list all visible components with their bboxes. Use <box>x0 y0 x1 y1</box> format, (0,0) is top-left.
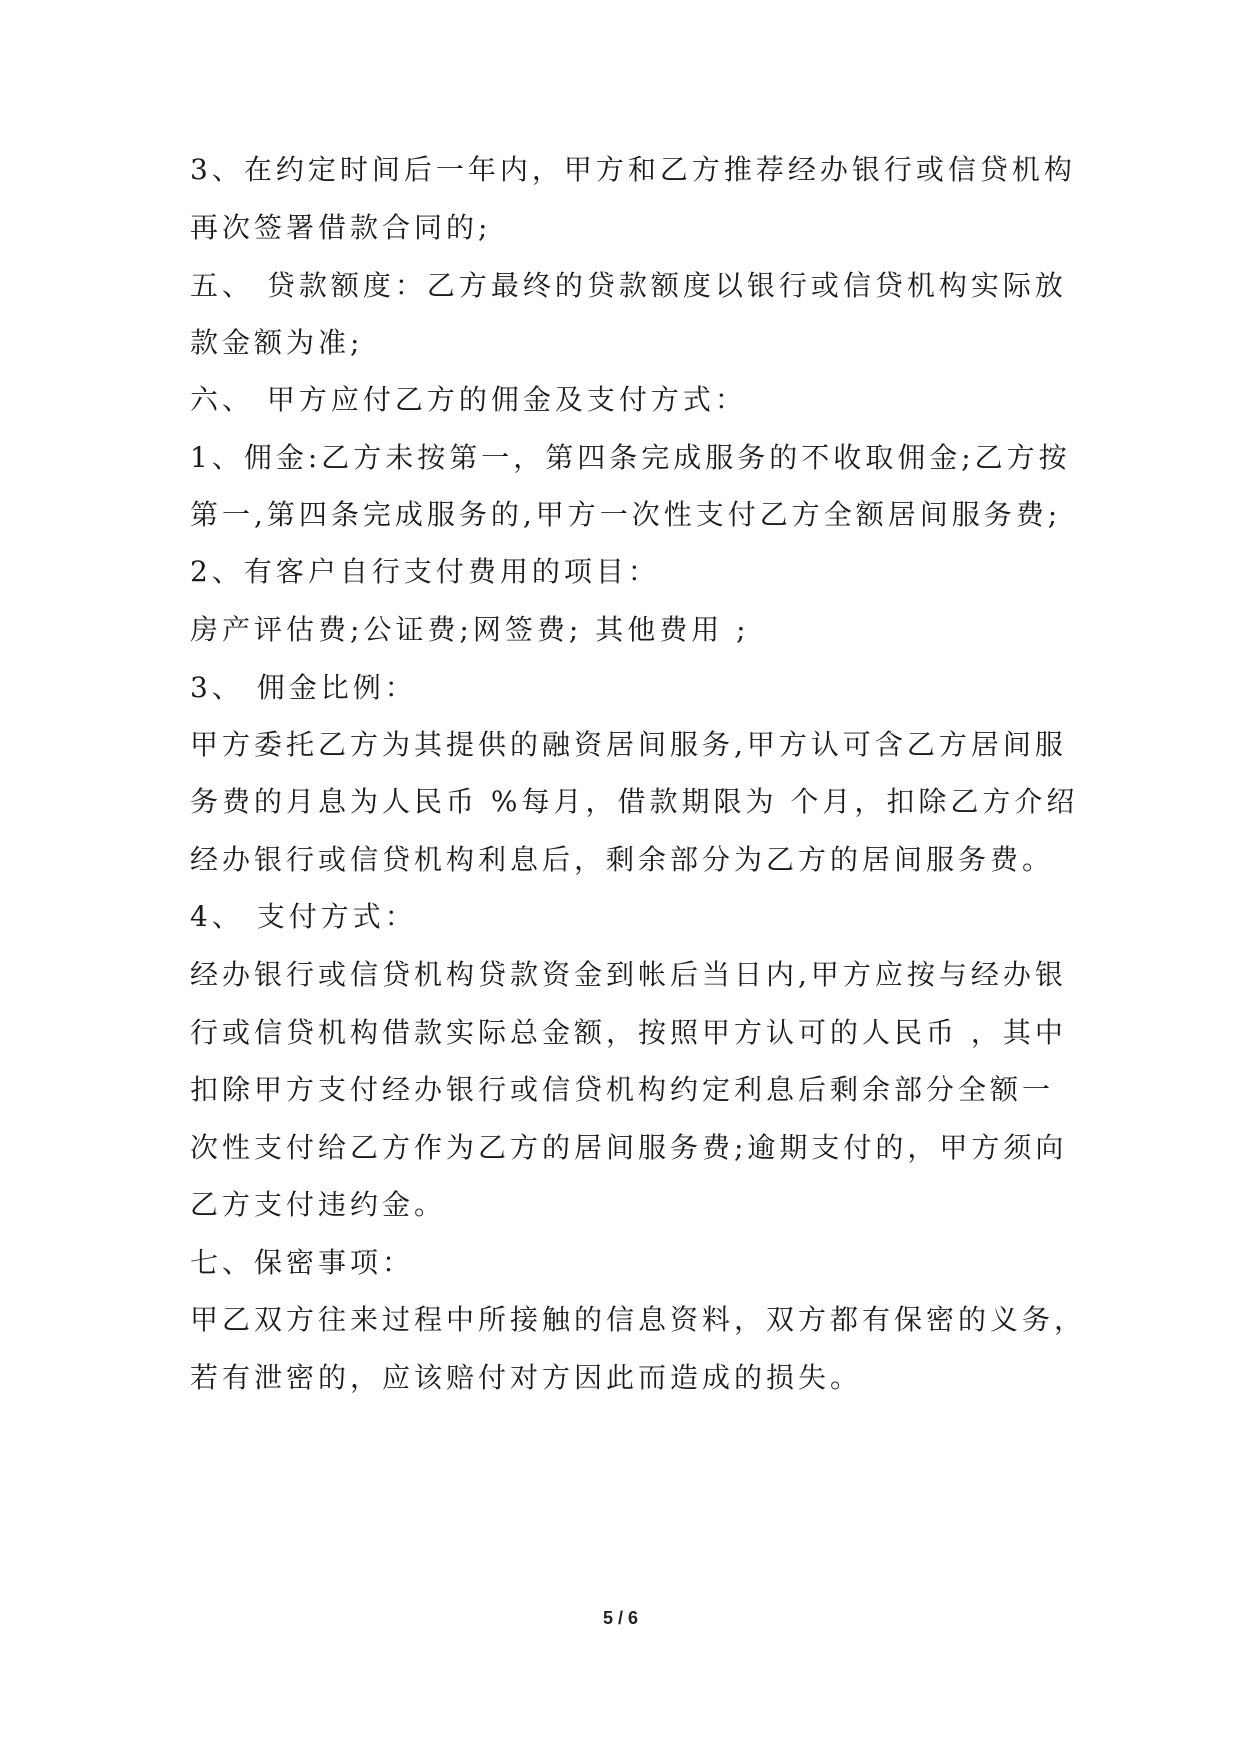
text-line: 3、在约定时间后一年内，甲方和乙方推荐经办银行或信贷机构 <box>190 153 1076 186</box>
text-line: 甲乙双方往来过程中所接触的信息资料，双方都有保密的义务， <box>190 1303 1087 1336</box>
text-line: 扣除甲方支付经办银行或信贷机构约定利息后剩余部分全额一 <box>190 1073 1055 1106</box>
section-heading: 六、 甲方应付乙方的佣金及支付方式： <box>190 383 747 416</box>
text-line: 4、 支付方式： <box>190 900 417 933</box>
text-line: 行或信贷机构借款实际总金额，按照甲方认可的人民币 ，其中 <box>190 1016 1067 1049</box>
text-line: 务费的月息为人民币 %每月，借款期限为 个月，扣除乙方介绍 <box>190 785 1079 818</box>
text-line: 次性支付给乙方作为乙方的居间服务费;逾期支付的，甲方须向 <box>190 1131 1068 1164</box>
text-line: 甲方委托乙方为其提供的融资居间服务,甲方认可含乙方居间服 <box>190 728 1067 761</box>
text-line: 若有泄密的，应该赔付对方因此而造成的损失。 <box>190 1361 863 1394</box>
text-line: 乙方支付违约金。 <box>190 1188 447 1221</box>
section-heading: 七、保密事项： <box>190 1246 415 1279</box>
text-line: 经办银行或信贷机构贷款资金到帐后当日内,甲方应按与经办银 <box>190 958 1067 991</box>
text-line: 再次签署借款合同的; <box>190 211 492 244</box>
text-line: 1、佣金:乙方未按第一，第四条完成服务的不收取佣金;乙方按 <box>190 441 1071 474</box>
text-line: 房产评估费;公证费;网签费; 其他费用 ; <box>190 613 750 646</box>
text-line: 经办银行或信贷机构利息后，剩余部分为乙方的居间服务费。 <box>190 843 1055 876</box>
text-line: 第一,第四条完成服务的,甲方一次性支付乙方全额居间服务费; <box>190 498 1062 531</box>
text-line: 款金额为准; <box>190 326 364 359</box>
text-line: 2、有客户自行支付费用的项目： <box>190 555 660 588</box>
section-heading: 五、 贷款额度：乙方最终的贷款额度以银行或信贷机构实际放 <box>190 269 1067 302</box>
text-line: 3、 佣金比例： <box>190 671 417 704</box>
page-number: 5 / 6 <box>602 1608 639 1628</box>
